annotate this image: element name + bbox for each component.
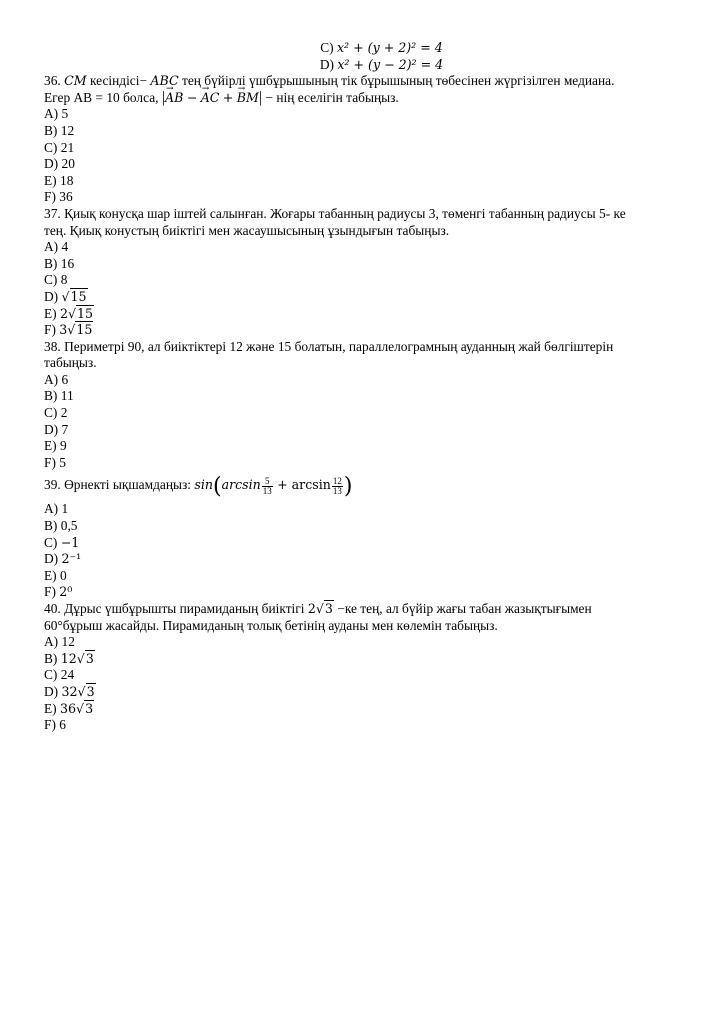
option-c: C) x² + (y + 2)² = 4 bbox=[320, 40, 443, 55]
q39-option-e: E) 0 bbox=[44, 567, 67, 583]
q37-option-e: E) 2√15 bbox=[44, 305, 94, 321]
q39-line1: 39. Өрнекті ықшамдаңыз: sin(arcsin $\frac{5}{13}$ + arcsin $\frac{12}{13}$ ) bbox=[44, 474, 353, 500]
q40-option-f: F) 6 bbox=[44, 717, 66, 733]
q37-line1: 37. Қиық конусқа шар іштей салынған. Жоғары табанның радиусы 3, төменгі табанның радиусы 5- ке bbox=[44, 205, 626, 221]
q39-option-a: A) 1 bbox=[44, 501, 69, 517]
q39-option-d: D) 2⁻¹ bbox=[44, 551, 82, 567]
q37-option-c: C) 8 bbox=[44, 272, 68, 288]
q40-line2: 60°бұрыш жасайды. Пирамиданың толық бетінің ауданы мен көлемін табыңыз. bbox=[44, 617, 498, 633]
q36-option-d: D) 20 bbox=[44, 156, 75, 172]
q39-option-b: B) 0,5 bbox=[44, 518, 78, 534]
q38-line2: табыңыз. bbox=[44, 355, 97, 371]
q38-option-a: A) 6 bbox=[44, 371, 69, 387]
q37-option-d: D) √15 bbox=[44, 288, 87, 304]
q38-option-b: B) 11 bbox=[44, 388, 74, 404]
q38-option-e: E) 9 bbox=[44, 438, 67, 454]
q36-option-e: E) 18 bbox=[44, 172, 74, 188]
q38-option-f: F) 5 bbox=[44, 454, 66, 470]
q40-option-d: D) 32√3 bbox=[44, 683, 95, 699]
q37-line2: тең. Қиық конустың биіктігі мен жасаушысының ұзындығын табыңыз. bbox=[44, 222, 450, 238]
q39-option-c: C) −1 bbox=[44, 534, 80, 550]
q40-option-b: B) 12√3 bbox=[44, 650, 94, 666]
q36-line1: 36. CM кесіндісі− ABC тең бүйірлі үшбұрышының тік бұрышының төбесінен жүргізілген медиана. bbox=[44, 73, 615, 89]
q40-option-e: E) 36√3 bbox=[44, 700, 94, 716]
q36-option-b: B) 12 bbox=[44, 122, 75, 138]
q37-option-b: B) 16 bbox=[44, 255, 75, 271]
q36-option-f: F) 36 bbox=[44, 189, 73, 205]
q36-option-a: A) 5 bbox=[44, 106, 69, 122]
q36-option-c: C) 21 bbox=[44, 139, 75, 155]
q38-option-d: D) 7 bbox=[44, 421, 69, 437]
option-d: D) x² + (y − 2)² = 4 bbox=[319, 56, 444, 72]
document-page bbox=[44, 40, 684, 734]
q40-line1: 40. Дұрыс үшбұрышты пирамиданың биіктігі 2√3 −ке тең, ал бүйір жағы табан жазықтығымен bbox=[44, 601, 592, 616]
q37-option-a: A) 4 bbox=[44, 239, 69, 255]
q36-line2: Егер AB = 10 болса, |→ AB − → AC + → BM| − нің еселігін табыңыз. bbox=[44, 90, 684, 107]
q37-option-f: F) 3√15 bbox=[44, 322, 93, 338]
q40-option-a: A) 12 bbox=[44, 634, 75, 650]
q38-option-c: C) 2 bbox=[44, 405, 68, 421]
q39-option-f: F) 2⁰ bbox=[44, 584, 73, 600]
q38-line1: 38. Периметрі 90, ал биіктіктері 12 және 15 болатын, параллелограмның ауданның жай бөлгіштерін bbox=[44, 338, 614, 354]
q40-option-c: C) 24 bbox=[44, 667, 75, 683]
